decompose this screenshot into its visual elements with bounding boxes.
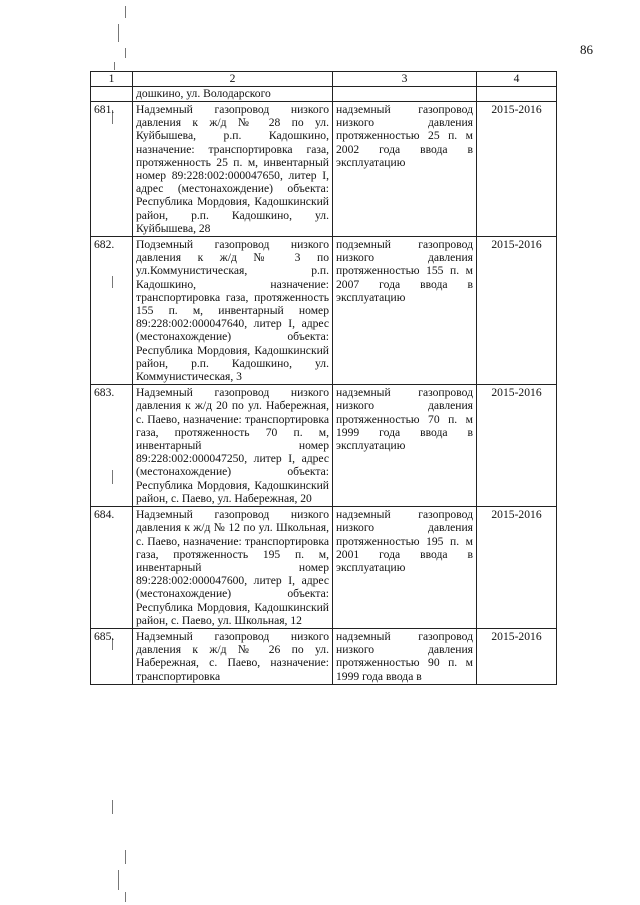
continuation-row xyxy=(91,87,557,102)
table-row xyxy=(91,237,557,385)
row-number: 685. xyxy=(91,628,133,684)
row-description: Надземный газопровод низкого давления к ж/д № 26 по ул. Набережная, с. Паево, назначение: транспортировка xyxy=(133,628,333,684)
column-header: 2 xyxy=(133,72,333,87)
table-row xyxy=(91,507,557,629)
row-number: 682. xyxy=(91,237,133,385)
row-period: 2015-2016 xyxy=(477,102,557,237)
row-description: Подземный газопровод низкого давления к ж/д № 3 по ул.Коммунистическая, р.п. Кадошкино, назначение: транспортировка газа, протяженность 155 п. м, инвентарный номер 89:228:002:000047640, литер I, адрес (местонахождение) объекта: Республика Мордовия, Кадошкинский район, р.п. Кадошкино, ул. Коммунистическая, 3 xyxy=(133,237,333,385)
row-number: 681. xyxy=(91,102,133,237)
table-header-row xyxy=(91,72,557,87)
row-description: Надземный газопровод низкого давления к ж/д № 12 по ул. Школьная, с. Паево, назначение: транспортировка газа, протяженность 195 п. м, инвентарный номер 89:228:002:000047600, литер I, адрес (местонахождение) объекта: Республика Мордовия, Кадошкинский район, с. Паево, ул. Школьная, 12 xyxy=(133,507,333,629)
row-characteristics: надземный газопровод низкого давления протяженностью 195 п. м 2001 года ввода в эксплуатацию xyxy=(333,507,477,629)
row-period: 2015-2016 xyxy=(477,507,557,629)
row-description: Надземный газопровод низкого давления к ж/д 20 по ул. Набережная, с. Паево, назначение: транспортировка газа, протяженность 70 п. м, инвентарный номер 89:228:002:000047250, литер I, адрес (местонахождение) объекта: Республика Мордовия, Кадошкинский район, с. Паево, ул. Набережная, 20 xyxy=(133,385,333,507)
property-table xyxy=(90,71,557,685)
row-number: 684. xyxy=(91,507,133,629)
row-period: 2015-2016 xyxy=(477,628,557,684)
row-characteristics: надземный газопровод низкого давления протяженностью 70 п. м 1999 года ввода в эксплуатацию xyxy=(333,385,477,507)
page-number: 86 xyxy=(580,42,593,57)
row-characteristics: подземный газопровод низкого давления протяженностью 155 п. м 2007 года ввода в эксплуатацию xyxy=(333,237,477,385)
row-description: Надземный газопровод низкого давления к ж/д № 28 по ул. Куйбышева, р.п. Кадошкино, назначение: транспортировка газа, протяженность 25 п. м, инвентарный номер 89:228:002:000047650, литер I, адрес (местонахождение) объекта: Республика Мордовия, Кадошкинский район, р.п. Кадошкино, ул. Куйбышева, 28 xyxy=(133,102,333,237)
row-characteristics: надземный газопровод низкого давления протяженностью 90 п. м 1999 года ввода в xyxy=(333,628,477,684)
row-number: 683. xyxy=(91,385,133,507)
table-row xyxy=(91,628,557,684)
column-header: 3 xyxy=(333,72,477,87)
row-period: 2015-2016 xyxy=(477,237,557,385)
table-row xyxy=(91,102,557,237)
table-row xyxy=(91,385,557,507)
column-header: 4 xyxy=(477,72,557,87)
row-period: 2015-2016 xyxy=(477,385,557,507)
row-characteristics: надземный газопровод низкого давления протяженностью 25 п. м 2002 года ввода в эксплуатацию xyxy=(333,102,477,237)
column-header: 1 xyxy=(91,72,133,87)
continuation-text: дошкино, ул. Володарского xyxy=(133,87,333,102)
